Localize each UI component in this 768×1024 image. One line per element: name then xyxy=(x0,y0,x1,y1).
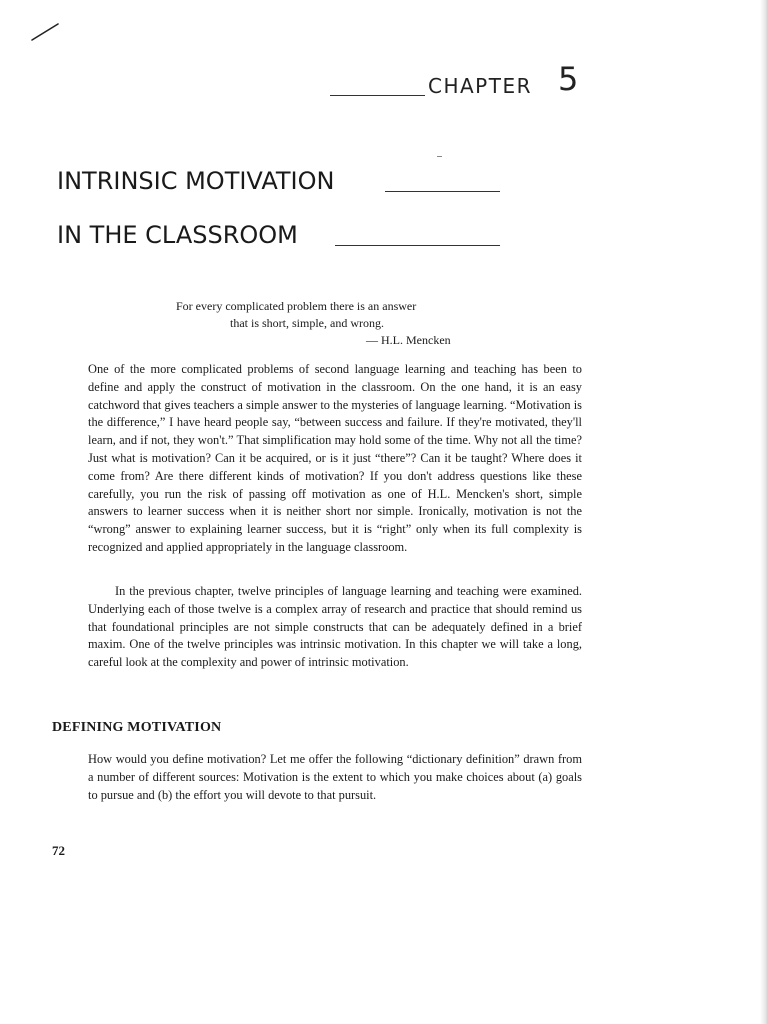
title-rule-1 xyxy=(385,191,500,192)
title-rule-2 xyxy=(335,245,500,246)
paragraph-text: How would you define motivation? Let me offer the following “dictionary definition” drawn from a number of different sources: Motivation is the extent to which you make choices about (a) goals to pursue and (b) the effort you will devote to that pursuit. xyxy=(88,752,582,802)
body-paragraph-1 xyxy=(88,361,582,557)
chapter-label: CHAPTER xyxy=(428,74,532,98)
section-heading: DEFINING MOTIVATION xyxy=(52,720,222,735)
paragraph-text: In the previous chapter, twelve principles of language learning and teaching were examined. Underlying each of those twelve is a complex array of research and practice that should remind us that foundational principles are not simple constructs that can be adequately defined in a brief maxim. One of the twelve principles was intrinsic motivation. In this chapter we will take a long, careful look at the complexity and power of intrinsic motivation. xyxy=(88,584,582,670)
page-edge-shadow xyxy=(760,0,768,1024)
epigraph-attribution: — H.L. Mencken xyxy=(366,333,451,347)
chapter-rule xyxy=(330,95,425,96)
epigraph-line-1: For every complicated problem there is an answer xyxy=(176,299,417,313)
chapter-title-line-2: IN THE CLASSROOM xyxy=(57,221,298,249)
chapter-title-line-1: INTRINSIC MOTIVATION xyxy=(57,167,335,195)
paragraph-text: One of the more complicated problems of second language learning and teaching has been to define and apply the construct of motivation in the classroom. On the one hand, it is an easy catchword that gives teachers a simple answer to the mysteries of language learning. “Motivation is the difference,” I have heard people say, “between success and failure. If they're motivated, they'll learn, and if not, they won't.” That simplification may hold some of the time. Why not all the time? Just what is motivation? Can it be acquired, or is it just “there”? Can it be taught? Where does it come from? Are there different kinds of motivation? If you don't address questions like these carefully, you run the risk of passing off motivation as one of H.L. Mencken's short, simple answers to learner success when it is neither short nor simple. Ironically, motivation is not the “wrong” answer to explaining learner success, but it is “right” only when its full complexity is recognized and applied appropriately in the language classroom. xyxy=(88,362,582,554)
pen-mark-icon xyxy=(30,22,60,42)
chapter-number: 5 xyxy=(558,60,579,98)
epigraph-line-2: that is short, simple, and wrong. xyxy=(230,316,384,330)
section-paragraph xyxy=(88,751,582,804)
page-number: 72 xyxy=(52,843,65,858)
stray-mark xyxy=(437,156,442,157)
body-paragraph-2 xyxy=(88,583,582,672)
